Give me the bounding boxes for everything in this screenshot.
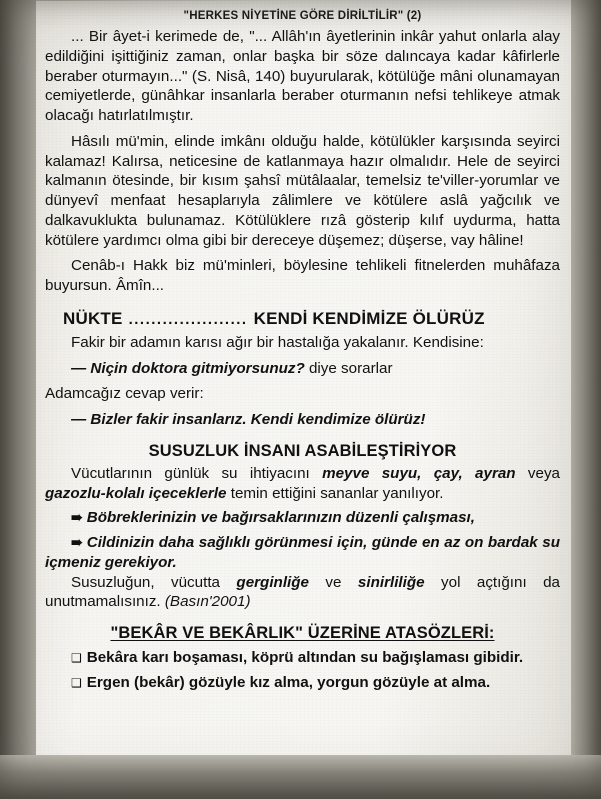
bekar-item-2-text: Ergen (bekâr) gözüyle kız alma, yorgun gözüyle at alma. [86,673,491,691]
arrow-icon: ➠ [71,509,83,526]
paragraph-2 [45,132,560,251]
section-heading-susuzluk: SUSUZLUK İNSANI ASABİLEŞTİRİYOR [148,441,457,460]
square-bullet-icon-2: ❑ [71,675,82,690]
susuzluk-intro-italic-2: gazozlu-kolalı içeceklerle [45,484,227,502]
bekar-item-2 [45,673,560,693]
susuzluk-closing-italic-2: sinirliliğe [357,573,425,591]
page-content [45,10,560,693]
page-edge-bottom [0,755,601,799]
paragraph-3 [45,256,560,296]
susuzluk-closing-3: yol açtığını da unutmamalısınız. [45,573,561,611]
nukte-answer [45,410,560,430]
page-edge-right [571,0,601,799]
susuzluk-closing-1: Susuzluğun, vücutta [71,573,237,591]
paragraph-1 [45,27,560,126]
nukte-answer-italic: Bizler fakir insanlarız. Kendi kendimize ölürüz! [90,411,426,428]
susuzluk-source: (Basın'2001) [164,593,251,611]
susuzluk-closing-2: ve [309,573,358,591]
paragraph-3-text: Cenâb-ı Hakk biz mü'minleri, böylesine tehlikeli fitnelerden muhâfaza buyursun. Âmîn... [45,257,560,294]
bekar-item-1 [45,648,560,668]
susuzluk-bullet-2-text: Cildinizin daha sağlıklı görünmesi için, günde en az on bardak su içmeniz gerekiyor. [45,534,560,571]
susuzluk-intro [45,464,560,504]
susuzluk-bullet-1-text: Böbreklerinizin ve bağırsaklarınızın düzenli çalışması, [86,509,475,527]
bekar-item-1-text: Bekâra karı boşaması, köprü altından su bağışlaması gibidir. [86,649,524,666]
page-edge-left [0,0,36,799]
susuzluk-closing-italic-1: gerginliğe [236,573,309,591]
nukte-intro-text: Fakir bir adamın karısı ağır bir hastalığa yakalanır. Kendisine: [71,333,484,351]
susuzluk-bullet-2 [45,533,560,573]
paragraph-1-text: ... Bir âyet-i kerimede de, "... Allâh'ın âyetlerinin inkâr yahut onlarla alay edildiğini işittiğiniz zaman, onlar başka bir söze dalıncaya kadar kâfirlerle beraber oturmayın..." (S. Nisâ, 140) buyurularak, kötülüğe mâni olunamayan cemiyetlerde, günâhkar insanlarla beraber oturmanın nefsi tehlikeye atmak olacağı hatırlatılmıştır. [45,28,560,124]
nukte-intro [45,333,560,353]
nukte-answer-intro-text: Adamcağız cevap verir: [45,385,204,403]
paragraph-2-text: Hâsılı mü'min, elinde imkânı olduğu halde, kötülükler karşısında seyirci kalamaz! Kalırsa, neticesine de katlanmaya hazır olmalıdır. Hele de seyirci kalmanın ötesinde, bir kısım şahsî mütâlaalar, temelsiz te'viller-yorumlar ve dünyevî menfaat hesaplarıyla zâlimlere ve kötülere aslâ yağcılık ve dalkavuklukta bulunamaz. Kötülüklere rızâ gösterip kılıf uydurma, hatta kötülere yardımcı olma gibi bir dereceye düşemez; düşerse, vay hâline! [45,132,560,249]
section-heading-bekar: "BEKÂR VE BEKÂRLIK" ÜZERİNE ATASÖZLERİ: [110,624,495,642]
nukte-dots: ..................... [128,310,248,328]
nukte-title: KENDİ KENDİMİZE ÖLÜRÜZ [253,308,485,328]
square-bullet-icon: ❑ [71,651,82,665]
susuzluk-bullet-1 [45,508,560,528]
susuzluk-intro-2: veya [515,464,561,482]
nukte-question-rest: diye sorarlar [304,359,393,377]
nukte-label: NÜKTE [63,308,123,328]
nukte-question [45,359,560,379]
susuzluk-intro-1: Vücutlarının günlük su ihtiyacını [71,464,323,482]
dialogue-dash: — [71,359,87,377]
nukte-question-italic: Niçin doktora gitmiyorsunuz? [90,359,305,377]
susuzluk-closing [45,573,560,613]
susuzluk-intro-italic-1: meyve suyu, çay, ayran [322,464,516,482]
nukte-heading [63,309,560,329]
running-head: "HERKES NİYETİNE GÖRE DİRİLTİLİR" (2) [183,10,422,22]
dialogue-dash-2: — [71,411,87,428]
nukte-answer-intro [45,384,560,404]
arrow-icon-2: ➠ [71,534,83,550]
susuzluk-intro-3: temin ettiğini sananlar yanılıyor. [226,484,444,502]
